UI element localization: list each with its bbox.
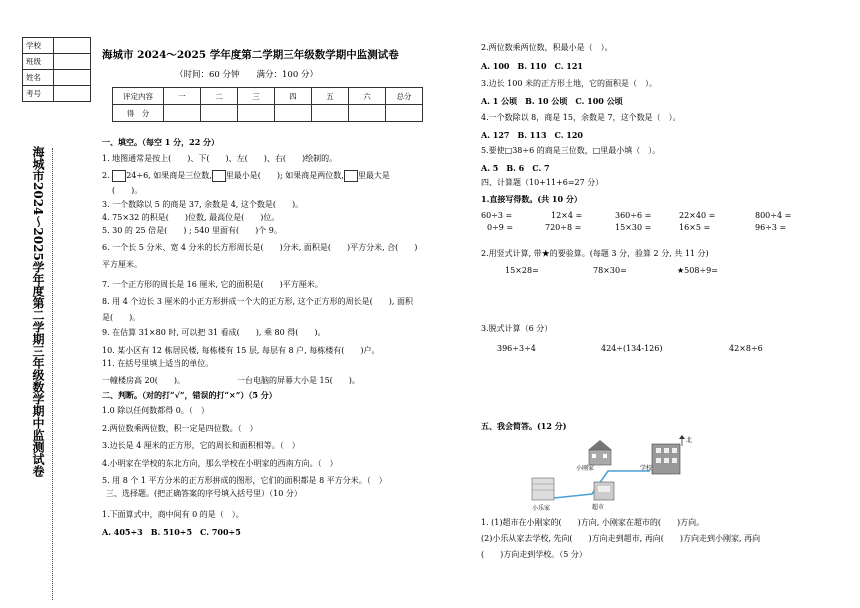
blank-square-icon bbox=[112, 170, 126, 182]
calc-item: 42×8÷6 bbox=[729, 344, 763, 353]
home-label: 小刚家 bbox=[576, 465, 595, 472]
name-field[interactable] bbox=[54, 70, 91, 86]
choice-options: A. 5 B. 6 C. 7 bbox=[481, 163, 550, 173]
calc-item: 396÷3÷4 bbox=[497, 344, 536, 353]
question: 平方厘米。 bbox=[102, 260, 142, 269]
choice-question: 3.边长 100 米的正方形土地，它的面积是（ ）。 bbox=[481, 79, 657, 88]
score-header: 总分 bbox=[386, 88, 423, 105]
question: 6. 一个长 5 分米、宽 4 分米的长方形周长是( )分米, 面积是( )平方分米, 合( ) bbox=[102, 243, 418, 252]
question: 8. 用 4 个边长 3 厘米的小正方形拼成一个大的正方形, 这个正方形的周长是( ), 面积 bbox=[102, 297, 413, 306]
section-4-heading: 四、计算题（10+11+6=27 分） bbox=[481, 178, 604, 187]
score-header: 三 bbox=[238, 88, 275, 105]
student-info-table bbox=[22, 37, 91, 102]
north-arrowhead-icon bbox=[679, 435, 685, 439]
section-1-heading: 一、填空。（每空 1 分，22 分） bbox=[102, 137, 220, 147]
school-field[interactable] bbox=[54, 38, 91, 54]
binding-line bbox=[52, 148, 53, 600]
choice-question: 1.下面算式中，商中间有 0 的是（ ）。 bbox=[102, 510, 244, 519]
calc-item: 12×4 = bbox=[551, 211, 583, 220]
section-2-heading: 二、判断。（对的打“√”，错误的打“×”）（5 分） bbox=[102, 390, 277, 400]
score-header: 二 bbox=[201, 88, 238, 105]
score-header: 评定内容 bbox=[113, 88, 164, 105]
question: 5. 30 的 25 倍是( ) ; 540 里面有( )个 9。 bbox=[102, 226, 282, 235]
score-header: 一 bbox=[164, 88, 201, 105]
calc-item: 60÷3 = bbox=[481, 211, 513, 220]
info-row-school bbox=[23, 38, 91, 54]
question: 11. 在括号里填上适当的单位。 bbox=[102, 359, 214, 368]
calc-item: 0÷9 = bbox=[487, 223, 514, 232]
calc-item: 360÷6 = bbox=[615, 211, 652, 220]
calc-item: 16×5 = bbox=[679, 223, 711, 232]
calc-item: 15×28= bbox=[505, 266, 539, 275]
question: 是( )。 bbox=[102, 313, 141, 322]
question: 一幢楼房高 20( )。 一台电脑的屏幕大小是 15( )。 bbox=[102, 376, 360, 385]
score-cell[interactable] bbox=[201, 105, 238, 122]
school-label: 学校 bbox=[640, 465, 653, 472]
question: 10. 某小区有 12 栋居民楼, 每栋楼有 15 层, 每层有 8 户, 每栋楼有( )户。 bbox=[102, 346, 380, 355]
score-cell[interactable] bbox=[312, 105, 349, 122]
house-icon bbox=[588, 440, 612, 465]
direction-map bbox=[528, 434, 708, 514]
score-row-label: 得 分 bbox=[113, 105, 164, 122]
choice-options: A. 100 B. 110 C. 121 bbox=[481, 61, 584, 71]
info-row-class bbox=[23, 54, 91, 70]
exam-id-field[interactable] bbox=[54, 86, 91, 102]
question: 2. 24÷6, 如果商是三位数, 里最小是( ); 如果商是两位数, 里最大是 bbox=[102, 171, 390, 180]
calc-item: 800÷4 = bbox=[755, 211, 792, 220]
school-building-icon bbox=[652, 444, 680, 474]
score-cell[interactable] bbox=[164, 105, 201, 122]
calc-item: 424÷(134-126) bbox=[601, 344, 663, 353]
info-label: 班级 bbox=[23, 54, 54, 70]
question: 9. 在估算 31×80 时, 可以把 31 看成( ), 乘 80 得( )。 bbox=[102, 328, 326, 337]
north-label: 北 bbox=[686, 437, 693, 444]
choice-options: A. 127 B. 113 C. 120 bbox=[481, 130, 584, 140]
score-cell[interactable] bbox=[386, 105, 423, 122]
question: ( )。 bbox=[112, 186, 143, 195]
info-label: 姓名 bbox=[23, 70, 54, 86]
score-cell[interactable] bbox=[238, 105, 275, 122]
calc-item: ★508÷9= bbox=[677, 266, 718, 275]
calc-item: 720÷8 = bbox=[545, 223, 582, 232]
choice-options: A. 1 公顷 B. 10 公顷 C. 100 公顷 bbox=[481, 96, 623, 106]
exam-subtitle: （时间：60 分钟 满分：100 分） bbox=[175, 70, 318, 80]
section-3-heading: 三、选择题。(把正确答案的序号填入括号里）（10 分） bbox=[106, 489, 302, 498]
question: 3. 一个数除以 5 的商是 37, 余数是 4, 这个数是( )。 bbox=[102, 200, 304, 209]
score-header: 五 bbox=[312, 88, 349, 105]
subsection-heading: 3.脱式计算（6 分） bbox=[481, 324, 553, 333]
info-row-id bbox=[23, 86, 91, 102]
calc-item: 96÷3 = bbox=[755, 223, 787, 232]
score-table bbox=[112, 87, 423, 122]
blank-square-icon bbox=[212, 170, 226, 182]
score-header: 四 bbox=[275, 88, 312, 105]
choice-question: 4.一个数除以 8，商是 15，余数是 7，这个数是（ ）。 bbox=[481, 113, 681, 122]
question: 7. 一个正方形的周长是 16 厘米, 它的面积是( )平方厘米。 bbox=[102, 280, 323, 289]
question: 4. 75×32 的积是( )位数, 最高位是( )位。 bbox=[102, 213, 280, 222]
blank-square-icon bbox=[344, 170, 358, 182]
choice-question: 5.要使□38÷6 的商是三位数，□里最小填（ ）。 bbox=[481, 146, 661, 155]
judge-item: 3.边长是 4 厘米的正方形，它的周长和面积相等。（ ） bbox=[102, 441, 300, 450]
page-title: 海城市 2024～2025 学年度第二学期三年级数学期中监测试卷 bbox=[102, 49, 399, 61]
info-row-name bbox=[23, 70, 91, 86]
choice-question: 2.两位数乘两位数，积最小是（ ）。 bbox=[481, 43, 613, 52]
answer-question: (2)小乐从家去学校, 先向( )方向走到超市, 再向( )方向走到小刚家, 再向 bbox=[481, 534, 761, 543]
market-label: 超市 bbox=[592, 504, 605, 511]
calc-item: 22×40 = bbox=[679, 211, 716, 220]
subsection-heading: 1.直接写得数。(共 10 分） bbox=[481, 194, 582, 204]
subsection-heading: 2.用竖式计算, 带★的要验算。(每题 3 分，验算 2 分, 共 11 分) bbox=[481, 249, 709, 258]
judge-item: 5. 用 8 个 1 平方分米的正方形拼成的图形，它们的面积都是 8 平方分米。（ ） bbox=[102, 476, 387, 485]
question: 1. 地图通常是按上( )、下( )、左( )、右( )绘制的。 bbox=[102, 154, 338, 163]
answer-question: 1. (1)超市在小刚家的( )方向, 小刚家在超市的( )方向。 bbox=[481, 518, 705, 527]
side-title: 海城市2024～2025学年度第二学期三年级数学期中监测试卷 bbox=[31, 146, 45, 477]
info-label: 考号 bbox=[23, 86, 54, 102]
judge-item: 4.小明家在学校的东北方向，那么学校在小明家的西南方向。（ ） bbox=[102, 459, 338, 468]
supermarket-icon bbox=[594, 482, 614, 500]
score-cell[interactable] bbox=[275, 105, 312, 122]
class-field[interactable] bbox=[54, 54, 91, 70]
answer-question: ( )方向走到学校。（5 分） bbox=[481, 550, 587, 559]
score-header: 六 bbox=[349, 88, 386, 105]
xiaole-home-icon bbox=[532, 478, 554, 500]
choice-options: A. 405÷3 B. 510÷5 C. 700÷5 bbox=[102, 527, 241, 537]
calc-item: 15×30 = bbox=[615, 223, 652, 232]
section-5-heading: 五、我会简答。(12 分) bbox=[481, 421, 567, 431]
judge-item: 2.两位数乘两位数，积一定是四位数。（ ） bbox=[102, 424, 258, 433]
info-label: 学校 bbox=[23, 38, 54, 54]
judge-item: 1.0 除以任何数都得 0。（ ） bbox=[102, 406, 209, 415]
calc-item: 78×30= bbox=[593, 266, 627, 275]
score-cell[interactable] bbox=[349, 105, 386, 122]
xiaole-label: 小乐家 bbox=[532, 505, 551, 512]
